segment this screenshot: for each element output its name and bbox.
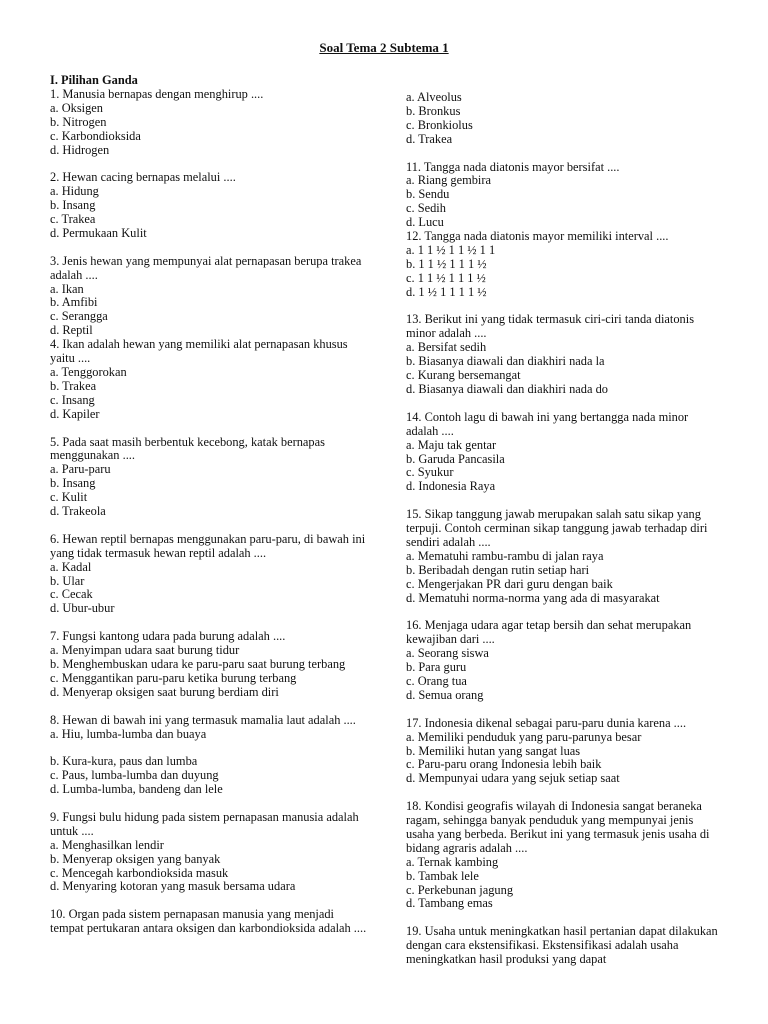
answer-option: b. Beribadah dengan rutin setiap hari — [406, 562, 590, 577]
right-column — [406, 91, 722, 967]
answer-option: b. Insang — [50, 476, 96, 491]
answer-option: c. Orang tua — [406, 673, 467, 688]
answer-option: c. Serangga — [50, 309, 108, 324]
question-text: 16. Menjaga udara agar tetap bersih dan sehat merupakan kewajiban dari .... — [406, 618, 692, 647]
question-text: 12. Tangga nada diatonis mayor memiliki interval .... — [406, 229, 669, 244]
question-text: 14. Contoh lagu di bawah ini yang bertangga nada minor adalah .... — [406, 409, 689, 438]
answer-option: a. 1 1 ½ 1 1 ½ 1 1 — [406, 242, 496, 257]
answer-option: a. Kadal — [50, 559, 92, 574]
question-text: 3. Jenis hewan yang mempunyai alat pernapasan berupa trakea adalah .... — [50, 253, 362, 282]
answer-option: d. Menyerap oksigen saat burung berdiam diri — [50, 684, 279, 699]
answer-option: b. Menyerap oksigen yang banyak — [50, 851, 221, 866]
answer-option: c. Mencegah karbondioksida masuk — [50, 865, 229, 880]
question-q7 — [50, 630, 370, 700]
answer-option: b. Memiliki hutan yang sangat luas — [406, 743, 581, 758]
answer-option: c. Kulit — [50, 490, 88, 505]
question-q10 — [50, 908, 370, 936]
answer-option: c. Kurang bersemangat — [406, 368, 521, 383]
answer-option: c. Syukur — [406, 465, 454, 480]
answer-option: d. Trakea — [406, 131, 453, 146]
answer-option: a. Tenggorokan — [50, 365, 127, 379]
answer-option: c. Paus, lumba-lumba dan duyung — [50, 768, 219, 783]
question-q13 — [406, 313, 722, 396]
answer-option: c. Trakea — [50, 212, 96, 227]
answer-option: d. Lumba-lumba, bandeng dan lele — [50, 782, 223, 797]
answer-option: c. Menggantikan paru-paru ketika burung terbang — [50, 670, 297, 685]
answer-option: d. Ubur-ubur — [50, 601, 115, 616]
spacer — [50, 741, 370, 755]
question-text: 10. Organ pada sistem pernapasan manusia yang menjadi tempat pertukaran antara oksigen dan karbondioksida adalah .... — [50, 907, 367, 936]
question-text: 18. Kondisi geografis wilayah di Indonesia sangat beraneka ragam, sehingga banyak penduduk yang mempunyai jenis usaha yang berbeda. Berikut ini yang termasuk jenis usaha di bidang agraris adalah .... — [406, 799, 710, 855]
answer-option: b. Insang — [50, 198, 96, 213]
answer-option: c. Insang — [50, 392, 95, 407]
answer-option: a. Ternak kambing — [406, 854, 499, 869]
answer-option: b. Menghembuskan udara ke paru-paru saat burung terbang — [50, 656, 346, 671]
answer-option: d. Kapiler — [50, 406, 100, 421]
answer-option: b. Biasanya diawali dan diakhiri nada la — [406, 354, 605, 369]
answer-option: c. Mengerjakan PR dari guru dengan baik — [406, 576, 613, 591]
question-text: 13. Berikut ini yang tidak termasuk ciri-ciri tanda diatonis minor adalah .... — [406, 312, 695, 341]
answer-option: b. Trakea — [50, 378, 97, 393]
answer-option: d. 1 ½ 1 1 1 1 ½ — [406, 284, 487, 299]
question-text: 7. Fungsi kantong udara pada burung adalah .... — [50, 629, 286, 644]
answer-option: c. Sedih — [406, 201, 446, 216]
question-q3 — [50, 255, 370, 338]
answer-option: b. Sendu — [406, 187, 450, 202]
question-text: 5. Pada saat masih berbentuk kecebong, katak bernapas menggunakan .... — [50, 434, 325, 463]
answer-option: b. Para guru — [406, 660, 467, 675]
answer-option: b. Kura-kura, paus dan lumba — [50, 754, 198, 769]
question-text: 11. Tangga nada diatonis mayor bersifat .... — [406, 159, 620, 174]
answer-option: a. Menghasilkan lendir — [50, 837, 164, 852]
question-q15 — [406, 508, 722, 605]
question-q2 — [50, 171, 370, 241]
answer-option: d. Reptil — [50, 323, 93, 338]
answer-option: d. Biasanya diawali dan diakhiri nada do — [406, 382, 608, 396]
answer-option: a. Ikan — [50, 281, 84, 296]
answer-option: b. Amfibi — [50, 295, 98, 310]
answer-option: d. Mempunyai udara yang sejuk setiap saat — [406, 771, 620, 786]
answer-option: d. Menyaring kotoran yang masuk bersama udara — [50, 879, 296, 894]
answer-option: b. Garuda Pancasila — [406, 451, 505, 466]
answer-option: b. Tambak lele — [406, 868, 479, 883]
question-text: 4. Ikan adalah hewan yang memiliki alat pernapasan khusus yaitu .... — [50, 337, 348, 366]
answer-option: a. Maju tak gentar — [406, 437, 497, 452]
question-text: 8. Hewan di bawah ini yang termasuk mamalia laut adalah .... — [50, 712, 356, 727]
answer-option: a. Bersifat sedih — [406, 340, 487, 355]
question-text: 17. Indonesia dikenal sebagai paru-paru dunia karena .... — [406, 715, 687, 730]
answer-option: a. Mematuhi rambu-rambu di jalan raya — [406, 548, 604, 563]
answer-option: c. Karbondioksida — [50, 128, 141, 143]
answer-option: b. Nitrogen — [50, 114, 107, 129]
question-q9 — [50, 811, 370, 894]
section-heading: I. Pilihan Ganda — [50, 73, 138, 87]
page-title: Soal Tema 2 Subtema 1 — [319, 40, 449, 55]
answer-option: d. Trakeola — [50, 504, 106, 519]
answer-option: c. 1 1 ½ 1 1 1 ½ — [406, 270, 486, 285]
answer-option: a. Seorang siswa — [406, 646, 489, 661]
question-q5 — [50, 436, 370, 519]
answer-option: a. Paru-paru — [50, 462, 111, 477]
answer-option: d. Hidrogen — [50, 142, 110, 157]
answer-option: a. Hiu, lumba-lumba dan buaya — [50, 726, 207, 741]
question-text: 6. Hewan reptil bernapas menggunakan paru-paru, di bawah ini yang tidak termasuk hewan reptil adalah .... — [50, 531, 366, 560]
answer-option: a. Alveolus — [406, 90, 462, 104]
answer-option: a. Hidung — [50, 184, 99, 199]
answer-option: c. Cecak — [50, 587, 93, 602]
question-q4 — [50, 338, 370, 421]
question-text: 15. Sikap tanggung jawab merupakan salah satu sikap yang terpuji. Contoh cerminan sikap tanggung jawab terhadap diri sendiri adalah .... — [406, 507, 708, 549]
answer-option: a. Riang gembira — [406, 173, 491, 188]
answer-option: a. Memiliki penduduk yang paru-parunya besar — [406, 729, 642, 744]
question-text: 19. Usaha untuk meningkatkan hasil pertanian dapat dilakukan dengan cara ekstensifikasi. Ekstensifikasi adalah usaha meningkatkan hasil produksi yang dapat — [406, 924, 718, 967]
question-text: 9. Fungsi bulu hidung pada sistem pernapasan manusia adalah untuk .... — [50, 809, 359, 838]
question-q19 — [406, 925, 722, 967]
answer-option: a. Menyimpan udara saat burung tidur — [50, 643, 240, 658]
answer-option: d. Indonesia Raya — [406, 479, 496, 494]
question-q10b — [406, 91, 722, 147]
question-q1 — [50, 88, 370, 158]
question-q8 — [50, 714, 370, 797]
question-text: 2. Hewan cacing bernapas melalui .... — [50, 170, 236, 185]
question-q16 — [406, 619, 722, 702]
answer-option: c. Paru-paru orang Indonesia lebih baik — [406, 757, 602, 772]
question-q18 — [406, 800, 722, 911]
answer-option: d. Mematuhi norma-norma yang ada di masyarakat — [406, 590, 660, 605]
question-q6 — [50, 533, 370, 616]
answer-option: b. Ular — [50, 573, 85, 588]
question-q12 — [406, 230, 722, 300]
question-q14 — [406, 411, 722, 494]
answer-option: d. Lucu — [406, 215, 444, 230]
answer-option: d. Permukaan Kulit — [50, 225, 147, 240]
question-q17 — [406, 717, 722, 787]
answer-option: b. Bronkus — [406, 103, 461, 118]
answer-option: b. 1 1 ½ 1 1 1 ½ — [406, 256, 487, 271]
question-q11 — [406, 161, 722, 231]
question-text: 1. Manusia bernapas dengan menghirup .... — [50, 86, 264, 101]
answer-option: c. Bronkiolus — [406, 117, 473, 132]
answer-option: d. Semua orang — [406, 687, 484, 702]
answer-option: c. Perkebunan jagung — [406, 882, 514, 897]
answer-option: a. Oksigen — [50, 100, 103, 115]
answer-option: d. Tambang emas — [406, 896, 493, 911]
left-column — [50, 74, 370, 936]
